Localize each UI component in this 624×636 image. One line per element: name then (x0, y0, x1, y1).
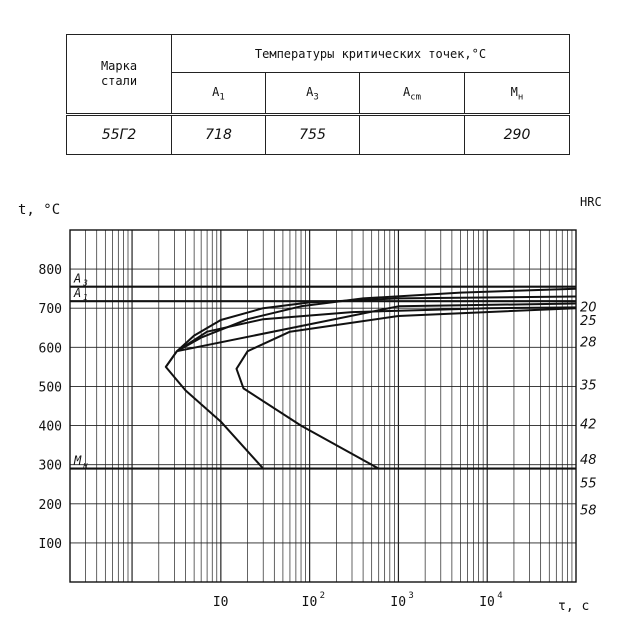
y-tick-labels (39, 263, 62, 552)
mn-value: 290 (465, 115, 570, 155)
x-tick-label: I0 (301, 595, 318, 610)
x-tick-labels (213, 591, 503, 610)
y-tick-label: 300 (38, 458, 62, 474)
hrc-label: 25 (580, 313, 597, 329)
hrc-label: 48 (580, 452, 597, 468)
hrc-label: 58 (580, 503, 597, 519)
y-tick-label: 700 (38, 302, 62, 318)
steel-grade-value: 55Г2 (67, 115, 172, 155)
y-tick-label: 400 (38, 419, 62, 435)
reference-line-sub: н (83, 460, 88, 470)
hrc-label: 42 (580, 417, 597, 433)
reference-line-sub: 3 (83, 278, 88, 288)
temps-header-text: Температуры критических точек, (254, 46, 472, 61)
x-tick-exponent: 4 (497, 591, 503, 601)
temps-header-unit: °С (471, 46, 487, 61)
y-tick-label: 500 (38, 380, 62, 396)
reference-line-label: A (74, 271, 82, 286)
col-mn-sub: н (517, 91, 524, 102)
y-axis-label: t, °С (18, 202, 61, 218)
a1-value: 718 (172, 115, 266, 155)
hrc-label: 20 (580, 300, 597, 316)
hrc-label: 55 (580, 476, 597, 492)
chart-grid (70, 230, 576, 582)
col-a1-letter: A (212, 84, 220, 99)
x-tick-exponent: 2 (319, 591, 326, 601)
col-acm-letter: A (402, 84, 411, 99)
y-tick-label: I00 (38, 536, 62, 552)
steel-header-line2: стали (100, 74, 138, 88)
reference-line-sub: 1 (83, 293, 88, 303)
a3-value: 755 (266, 115, 360, 155)
plot-frame (70, 230, 576, 582)
col-mn-letter: M (510, 84, 518, 99)
hrc-label: 28 (580, 335, 597, 351)
hrc-label: 35 (580, 378, 597, 394)
col-a3-letter: A (306, 84, 314, 99)
reference-line-label: A (74, 286, 82, 301)
x-axis-label: τ, с (558, 599, 590, 614)
transformation-curve (237, 308, 577, 468)
transformation-curve (166, 351, 263, 468)
col-a3-sub: 3 (313, 91, 319, 102)
transformation-curve (166, 307, 576, 367)
reference-line-label: M (74, 453, 82, 468)
col-acm-sub: cm (410, 91, 422, 102)
right-axis-label: HRC (580, 195, 602, 209)
y-tick-label: 200 (38, 497, 62, 513)
hrc-labels (580, 300, 597, 518)
steel-header-line1: Марка (100, 59, 138, 73)
col-a1-sub: 1 (219, 91, 225, 102)
x-tick-label: I0 (212, 595, 229, 610)
transformation-curves (166, 289, 576, 469)
x-tick-label: I0 (479, 595, 495, 610)
y-tick-label: 800 (38, 263, 62, 279)
x-tick-exponent: 3 (408, 591, 414, 601)
y-tick-label: 600 (38, 341, 62, 357)
x-tick-label: I0 (390, 595, 407, 610)
